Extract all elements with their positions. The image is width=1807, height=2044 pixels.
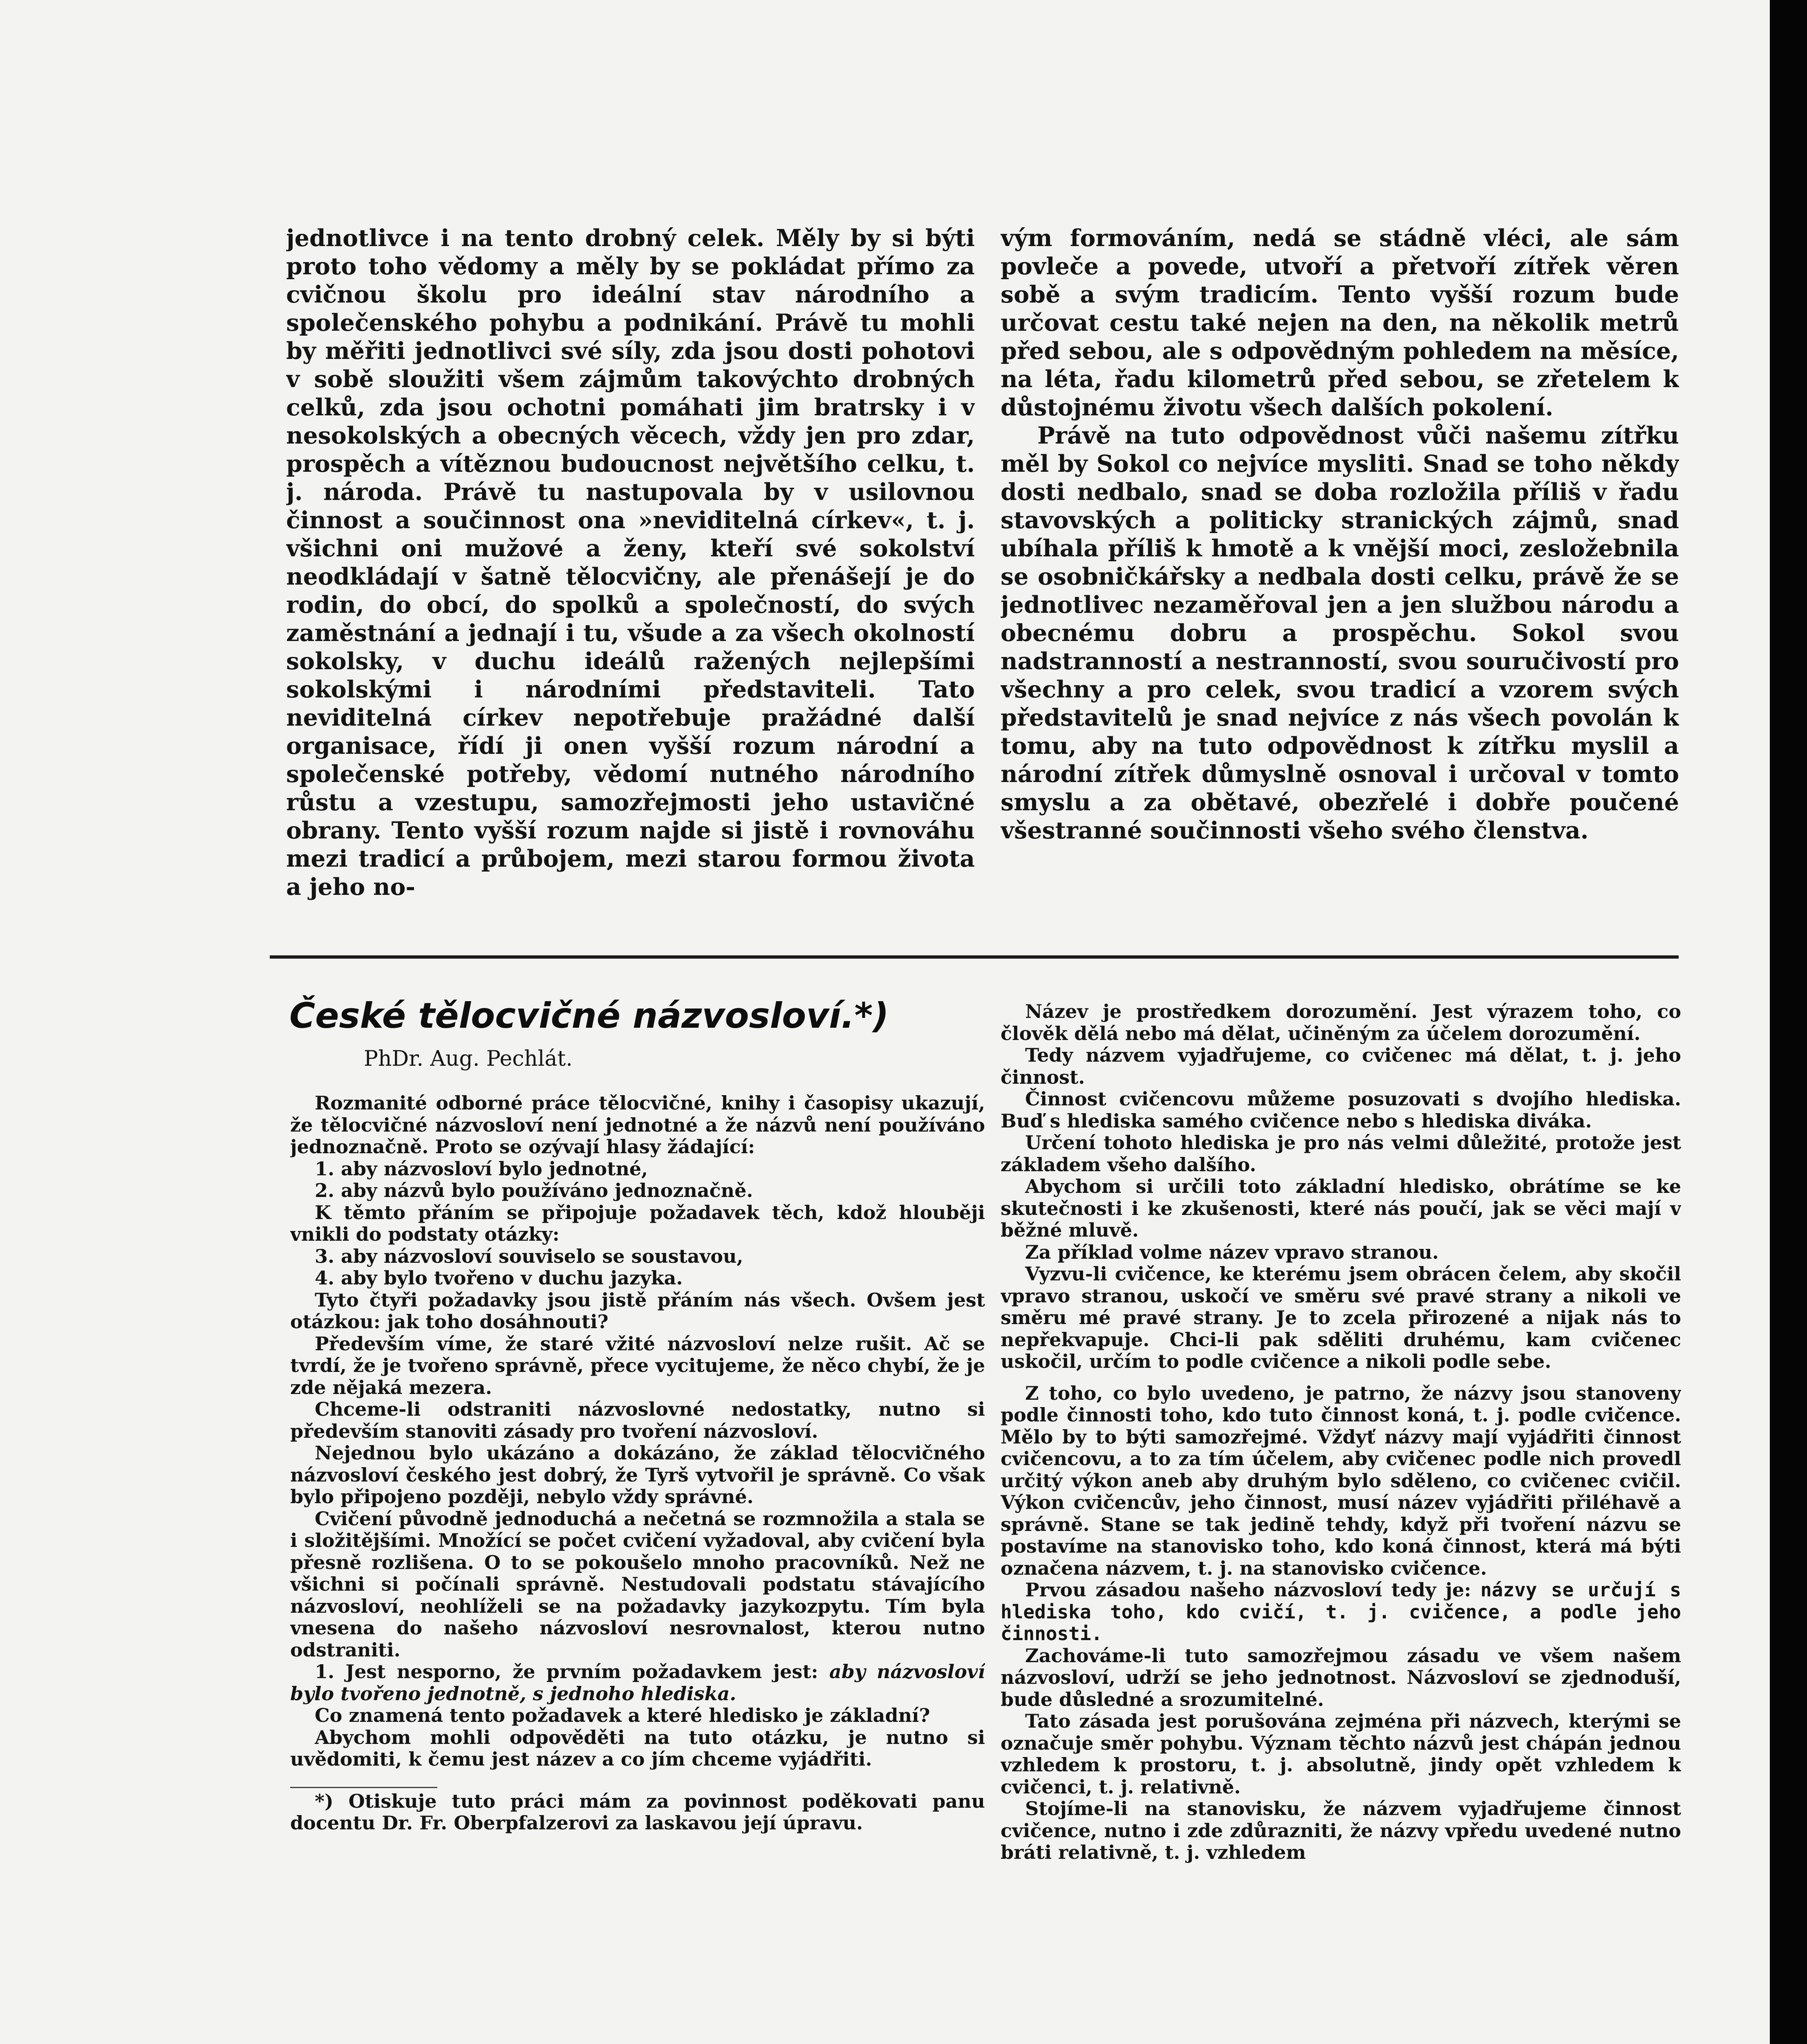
list (290, 1158, 985, 1202)
paragraph: jednotlivce i na tento drobný celek. Měly by si býti proto toho vědomy a měly by se pokládat přímo za cvičnou školu pro ideální stav národního a společenského pohybu a podnikání. Právě tu mohli by měřiti jednotlivci své síly, zda jsou dosti pohotovi v sobě sloužiti všem zájmům takovýchto drobných celků, zda jsou ochotni pomáhati jim bratrsky i v nesokolských a obecných věcech, vždy jen pro zdar, prospěch a vítěznou budoucnost největšího celku, t. j. národa. Právě tu nastupovala by v usilovnou činnost a součinnost ona »neviditelná církev«, t. j. všichni oni mužové a ženy, kteří své sokolství neodkládají v šatně tělocvičny, ale přenášejí je do rodin, do obcí, do spolků a společností, do svých zaměstnání a jednají i tu, všude a za všech okolností sokolsky, v duchu ideálů ražených nejlepšími sokolskými i národními představiteli. Tato neviditelná církev nepotřebuje pražádné další organisace, řídí ji onen vyšší rozum národní a společenské potřeby, vědomí nutného národního růstu a vzestupu, samozřejmosti jeho ustavičné obrany. Tento vyšší rozum najde si jistě i rovnováhu mezi tradicí a průbojem, mezi starou formou života a jeho no- (286, 224, 975, 901)
paragraph: Cvičení původně jednoduchá a nečetná se rozmnožila a stala se i složitějšími. Množící se počet cvičení vyžadoval, aby cvičení byla přesně rozlišena. O to se pokoušelo mnoho pracovníků. Než ne všichni si počínali správně. Nestudovali podstatu stávajícího názvosloví, neohlíželi se na požadavky jazykozpytu. Tím byla vnesena do našeho názvosloví nesrovnalost, kterou nutno odstraniti. (290, 1507, 985, 1661)
paragraph: K těmto přáním se připojuje požadavek těch, kdož hlouběji vnikli do podstaty otázky: (290, 1201, 985, 1245)
paragraph: Zachováme-li tuto samozřejmou zásadu ve všem našem názvosloví, udrží se jeho jednotnost. Názvosloví se zjednoduší, bude důsledné a srozumitelné. (1001, 1644, 1681, 1710)
list-item: 4. aby bylo tvořeno v duchu jazyka. (315, 1267, 683, 1289)
paragraph: Činnost cvičencovu můžeme posuzovati s dvojího hlediska. Buď s hlediska samého cvičence nebo s hlediska diváka. (1001, 1088, 1681, 1132)
paragraph: Rozmanité odborné práce tělocvičné, knihy i časopisy ukazují, že tělocvičné názvosloví není jednotné a že názvů není používáno jednoznačně. Proto se ozývají hlasy žádající: (290, 1092, 985, 1158)
list-item: 3. aby názvosloví souviselo se soustavou, (315, 1245, 743, 1267)
paragraph: Vyzvu-li cvičence, ke kterému jsem obrácen čelem, aby skočil vpravo stranou, uskočí ve směru své pravé strany a nikoli ve směru mé pravé strany. Je to zcela přirozené a nijak nás to nepřekvapuje. Chci-li pak sděliti druhému, kam cvičenec uskočil, určím to podle cvičence a nikoli podle sebe. (1001, 1263, 1681, 1372)
scan-edge (1770, 0, 1807, 2044)
paragraph: Stojíme-li na stanovisku, že názvem vyjadřujeme činnost cvičence, nutno i zde zdůrazniti, že názvy vpředu uvedené nutno bráti relativně, t. j. vzhledem (1001, 1797, 1681, 1863)
article-title: České tělocvičné názvosloví.*) (289, 995, 889, 1036)
paragraph: Z toho, co bylo uvedeno, je patrno, že názvy jsou stanoveny podle činnosti toho, kdo tuto činnost koná, t. j. podle cvičence. Mělo by to býti samozřejmé. Vždyť názvy mají vyjádřiti činnost cvičencovu, a to za tím účelem, aby cvičenec podle nich provedl určitý výkon aneb aby druhým bylo sděleno, co cvičenec cvičil. Výkon cvičencův, jeho činnost, musí název vyjádřiti přiléhavě a správně. Stane se tak jedině tehdy, když při tvoření názvu se postavíme na stanovisko toho, kdo koná činnost, která má býti označena názvem, t. j. na stanovisko cvičence. (1001, 1382, 1681, 1579)
paragraph: Za příklad volme název vpravo stranou. (1025, 1241, 1439, 1263)
list-item: 2. aby názvů bylo používáno jednoznačně. (315, 1179, 753, 1201)
list (290, 1246, 985, 1289)
paragraph: Tato zásada jest porušována zejména při názvech, kterými se označuje směr pohybu. Význam těchto názvů jest chápán jednou vzhledem k prostoru, t. j. absolutně, jindy opět vzhledem k cvičenci, t. j. relativně. (1001, 1710, 1681, 1798)
top-right-column (1001, 224, 1679, 927)
paragraph: vým formováním, nedá se stádně vléci, ale sám povleče a povede, utvoří a přetvoří zítřek věren sobě a svým tradicím. Tento vyšší rozum bude určovat cestu také nejen na den, na několik metrů před sebou, ale s odpovědným pohledem na měsíce, na léta, řadu kilometrů před sebou, se zřetelem k důstojnému životu všech dalších pokolení. (1001, 224, 1679, 421)
paragraph: Abychom si určili toto základní hledisko, obrátíme se ke skutečnosti i ke zkušenosti, které nás poučí, jak se věci mají v běžné mluvě. (1001, 1175, 1681, 1241)
paragraph (290, 1661, 985, 1705)
article-right-column (1001, 1001, 1681, 2044)
footnote: *) Otiskuje tuto práci mám za povinnost poděkovati panu docentu Dr. Fr. Oberpfalzerovi za laskavou její úpravu. (290, 1790, 985, 1834)
principle-emphasis: názvy se určují s hlediska toho, kdo cvičí, t. j. cvičence, a podle jeho činnosti. (1001, 1579, 1681, 1645)
top-left-column (286, 224, 975, 927)
principle-intro: Prvou zásadou našeho názvosloví tedy je: (1025, 1579, 1471, 1601)
paragraph: Právě na tuto odpovědnost vůči našemu zítřku měl by Sokol co nejvíce mysliti. Snad se toho někdy dosti nedbalo, snad se doba rozložila příliš v řadu stavovských a politicky stranických zájmů, snad ubíhala příliš k hmotě a k vnější moci, zesložebnila se osobničkářsky a nedbala dosti celku, právě že se jednotlivec nezaměřoval jen a jen službou národu a obecnému dobru a prospěchu. Sokol svou nadstranností a nestranností, svou souručivostí pro všechny a pro celek, svou tradicí a vzorem svých představitelů je snad nejvíce z nás všech povolán k tomu, aby na tuto odpovědnost k zítřku myslil a národní zítřek důmyslně osnoval i určoval v tomto smyslu a za obětavé, obezřelé i dobře poučené všestranné součinnosti všeho svého členstva. (1001, 422, 1679, 844)
paragraph: Především víme, že staré vžité názvosloví nelze rušit. Ač se tvrdí, že je tvořeno správně, přece vycitujeme, že něco chybí, že je zde nějaká mezera. (290, 1332, 985, 1399)
principle-intro: 1. Jest nesporno, že prvním požadavkem jest: (315, 1661, 818, 1683)
paragraph (1001, 1579, 1681, 1645)
paragraph: Chceme-li odstraniti názvoslovné nedostatky, nutno si především stanoviti zásady pro tvoření názvosloví. (290, 1398, 985, 1442)
paragraph: Tedy názvem vyjadřujeme, co cvičenec má dělat, t. j. jeho činnost. (1001, 1044, 1681, 1088)
paragraph: Co znamená tento požadavek a které hledisko je základní? (315, 1704, 930, 1726)
list-item: 1. aby názvosloví bylo jednotné, (315, 1157, 648, 1180)
article-author: PhDr. Aug. Pechlát. (364, 1047, 573, 1071)
paragraph: Určení tohoto hlediska je pro nás velmi důležité, protože jest základem všeho dalšího. (1001, 1132, 1681, 1176)
paragraph: Abychom mohli odpověděti na tuto otázku, je nutno si uvědomiti, k čemu jest název a co jím chceme vyjádřiti. (290, 1726, 985, 1770)
paragraph: Název je prostředkem dorozumění. Jest výrazem toho, co člověk dělá nebo má dělat, učiněným za účelem dorozumění. (1001, 1001, 1681, 1044)
paragraph: Tyto čtyři požadavky jsou jistě přáním nás všech. Ovšem jest otázkou: jak toho dosáhnouti? (290, 1289, 985, 1333)
principle-emphasis: aby názvosloví bylo tvořeno jednotně, s jednoho hlediska. (290, 1661, 985, 1705)
section-divider (270, 955, 1679, 959)
article-left-column (290, 1092, 985, 2044)
paragraph: Nejednou bylo ukázáno a dokázáno, že základ tělocvičného názvosloví českého jest dobrý, že Tyrš vytvořil je správně. Co však bylo připojeno později, nebylo vždy správné. (290, 1442, 985, 1508)
